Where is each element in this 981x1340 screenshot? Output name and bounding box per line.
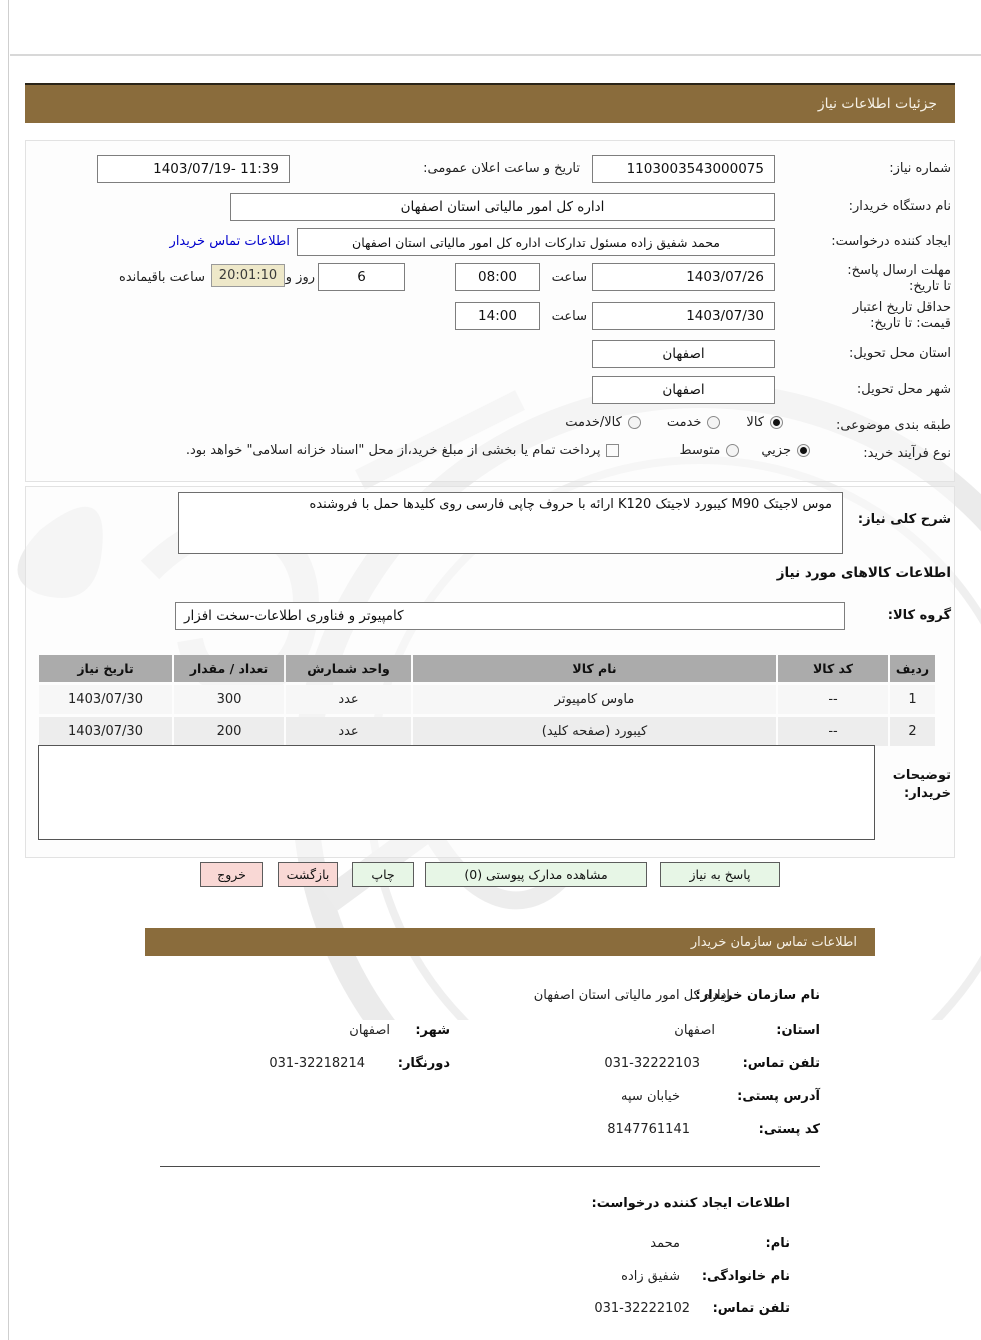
- hours-remaining-label: ساعت باقیمانده: [119, 270, 205, 285]
- exit-button[interactable]: خروج: [200, 862, 263, 887]
- radio-minor-label: جزیي: [761, 443, 791, 458]
- fax-value: 031-32218214: [269, 1056, 365, 1071]
- postal-address-value: خیابان سپه: [621, 1089, 680, 1104]
- table-cell: 200: [174, 717, 284, 746]
- view-attached-docs-button[interactable]: مشاهده مدارک پیوستی (0): [425, 862, 647, 887]
- province-value: اصفهان: [674, 1023, 715, 1038]
- province-label: استان:: [776, 1023, 820, 1038]
- table-cell: عدد: [286, 717, 411, 746]
- price-validity-time-field[interactable]: 14:00: [455, 302, 540, 330]
- radio-goods-label: کالا: [746, 415, 764, 430]
- col-header-item-name: نام کالا: [413, 655, 776, 682]
- postal-code-value: 8147761141: [607, 1122, 690, 1137]
- table-cell: 300: [174, 685, 284, 714]
- phone-value: 031-32222103: [604, 1056, 700, 1071]
- radio-service-icon[interactable]: [707, 416, 720, 429]
- need-number-label: شماره نیاز:: [889, 161, 951, 176]
- top-divider-line: [10, 54, 981, 56]
- col-header-item-code: کد کالا: [778, 655, 888, 682]
- purchase-type-radio-group: [186, 443, 810, 458]
- price-validity-time-label: ساعت: [551, 309, 587, 324]
- last-name-label: نام خانوادگی:: [701, 1269, 790, 1284]
- buyer-org-field[interactable]: اداره کل امور مالیاتی استان اصفهان: [230, 193, 775, 221]
- buyer-notes-textarea[interactable]: [38, 745, 875, 840]
- price-validity-label: حداقل تاریخ اعتبار قیمت: تا تاریخ:: [852, 300, 951, 331]
- table-cell: 1403/07/30: [39, 717, 172, 746]
- table-cell: 1: [890, 685, 935, 714]
- city-value: اصفهان: [349, 1023, 390, 1038]
- postal-address-label: آدرس پستی:: [737, 1089, 820, 1104]
- buyer-org-label: نام دستگاه خریدار:: [848, 199, 951, 214]
- reply-deadline-time-label: ساعت: [551, 270, 587, 285]
- page-title-bar: [25, 83, 955, 123]
- print-button[interactable]: چاپ: [352, 862, 414, 887]
- section-separator-line: [160, 1166, 820, 1167]
- reply-deadline-label: مهلت ارسال پاسخ: تا تاریخ:: [847, 263, 951, 294]
- radio-goods-icon[interactable]: [770, 416, 783, 429]
- subject-class-label: طبقه بندی موضوعی:: [835, 418, 951, 433]
- radio-medium-icon[interactable]: [726, 444, 739, 457]
- reply-deadline-date-field[interactable]: 1403/07/26: [592, 263, 775, 291]
- table-cell: ماوس کامپیوتر: [413, 685, 776, 714]
- col-header-need-date: تاریخ نیاز: [39, 655, 172, 682]
- countdown-timer: 20:01:10: [211, 264, 285, 287]
- buyer-notes-label-line1: توضیحات: [892, 768, 951, 783]
- org-name-value: اداره کل امور مالیاتی استان اصفهان: [533, 988, 730, 1003]
- price-validity-date-field[interactable]: 1403/07/30: [592, 302, 775, 330]
- radio-goods-service-icon[interactable]: [628, 416, 641, 429]
- radio-service[interactable]: [667, 415, 721, 430]
- need-description-label: شرح کلی نیاز:: [857, 512, 951, 527]
- back-button[interactable]: بازگشت: [278, 862, 338, 887]
- fax-label: دورنگار:: [397, 1056, 450, 1071]
- request-creator-field[interactable]: محمد شفیق زاده مسئول تدارکات اداره کل امور مالیاتی استان اصفهان: [297, 228, 775, 256]
- radio-medium[interactable]: [679, 443, 739, 458]
- creator-section-heading: اطلاعات ایجاد کننده درخواست:: [591, 1196, 790, 1211]
- announce-datetime-label: تاریخ و ساعت اعلان عمومی:: [423, 161, 580, 176]
- delivery-city-label: شهر محل تحویل:: [856, 382, 951, 397]
- radio-minor[interactable]: [761, 443, 810, 458]
- creator-phone-value: 031-32222102: [594, 1301, 690, 1316]
- request-creator-label: ایجاد کننده درخواست:: [831, 234, 951, 249]
- reply-deadline-days-field[interactable]: 6: [318, 263, 405, 291]
- table-cell: --: [778, 717, 888, 746]
- first-name-label: نام:: [765, 1236, 790, 1251]
- goods-group-field[interactable]: کامپیوتر و فناوری اطلاعات-سخت افزار: [175, 602, 845, 630]
- delivery-province-field[interactable]: اصفهان: [592, 340, 775, 368]
- delivery-city-field[interactable]: اصفهان: [592, 376, 775, 404]
- subject-class-radio-group: [565, 415, 783, 430]
- buyer-contact-info-link[interactable]: اطلاعات تماس خریدار: [169, 234, 290, 249]
- radio-goods[interactable]: [746, 415, 783, 430]
- reply-to-need-button[interactable]: پاسخ به نیاز: [660, 862, 780, 887]
- contact-section-bar: [145, 928, 875, 956]
- city-label: شهر:: [415, 1023, 450, 1038]
- reply-deadline-time-field[interactable]: 08:00: [455, 263, 540, 291]
- treasury-docs-checkbox[interactable]: [606, 444, 619, 457]
- table-cell: 2: [890, 717, 935, 746]
- col-header-unit: واحد شمارش: [286, 655, 411, 682]
- contact-section-title: اطلاعات تماس سازمان خریدار: [690, 934, 857, 950]
- treasury-docs-checkbox-label: پرداخت تمام یا بخشی از مبلغ خرید،از محل "اسناد خزانه اسلامی" خواهد بود.: [185, 443, 601, 458]
- first-name-value: محمد: [650, 1236, 680, 1251]
- announce-datetime-field[interactable]: 1403/07/19- 11:39: [97, 155, 290, 183]
- items-section-heading: اطلاعات کالاهای مورد نیاز: [776, 565, 951, 581]
- table-cell: عدد: [286, 685, 411, 714]
- postal-code-label: کد پستی:: [758, 1122, 820, 1137]
- phone-label: تلفن تماس:: [742, 1056, 820, 1071]
- table-cell: 1403/07/30: [39, 685, 172, 714]
- table-cell: کیبورد (صفحه کلید): [413, 717, 776, 746]
- radio-goods-service-label: کالا/خدمت: [565, 415, 622, 430]
- items-table: [43, 655, 935, 746]
- purchase-type-label: نوع فرآیند خرید:: [863, 446, 951, 461]
- last-name-value: شفیق زاده: [621, 1269, 680, 1284]
- radio-minor-icon[interactable]: [797, 444, 810, 457]
- buyer-notes-label-line2: خریدار:: [904, 786, 951, 801]
- page-title: جزئیات اطلاعات نیاز: [817, 96, 937, 112]
- radio-goods-service[interactable]: [565, 415, 641, 430]
- table-cell: --: [778, 685, 888, 714]
- goods-group-label: گروه کالا:: [887, 608, 951, 623]
- need-number-field[interactable]: 1103003543000075: [592, 155, 775, 183]
- radio-service-label: خدمت: [666, 415, 702, 430]
- left-border-line: [8, 0, 9, 1340]
- days-remaining-label: روز و: [285, 270, 315, 285]
- delivery-province-label: استان محل تحویل:: [849, 346, 951, 361]
- need-description-textarea[interactable]: موس لاجیتک M90 کیبورد لاجیتک K120 ارائه با حروف چاپی فارسی روی کلیدها حمل با فروشنده: [178, 492, 843, 554]
- radio-medium-label: متوسط: [679, 443, 721, 458]
- org-name-label: نام سازمان خریدار:: [695, 988, 820, 1003]
- col-header-row-number: ردیف: [890, 655, 935, 682]
- creator-phone-label: تلفن تماس:: [712, 1301, 790, 1316]
- col-header-quantity: تعداد / مقدار: [174, 655, 284, 682]
- treasury-docs-checkbox-item[interactable]: [186, 443, 620, 458]
